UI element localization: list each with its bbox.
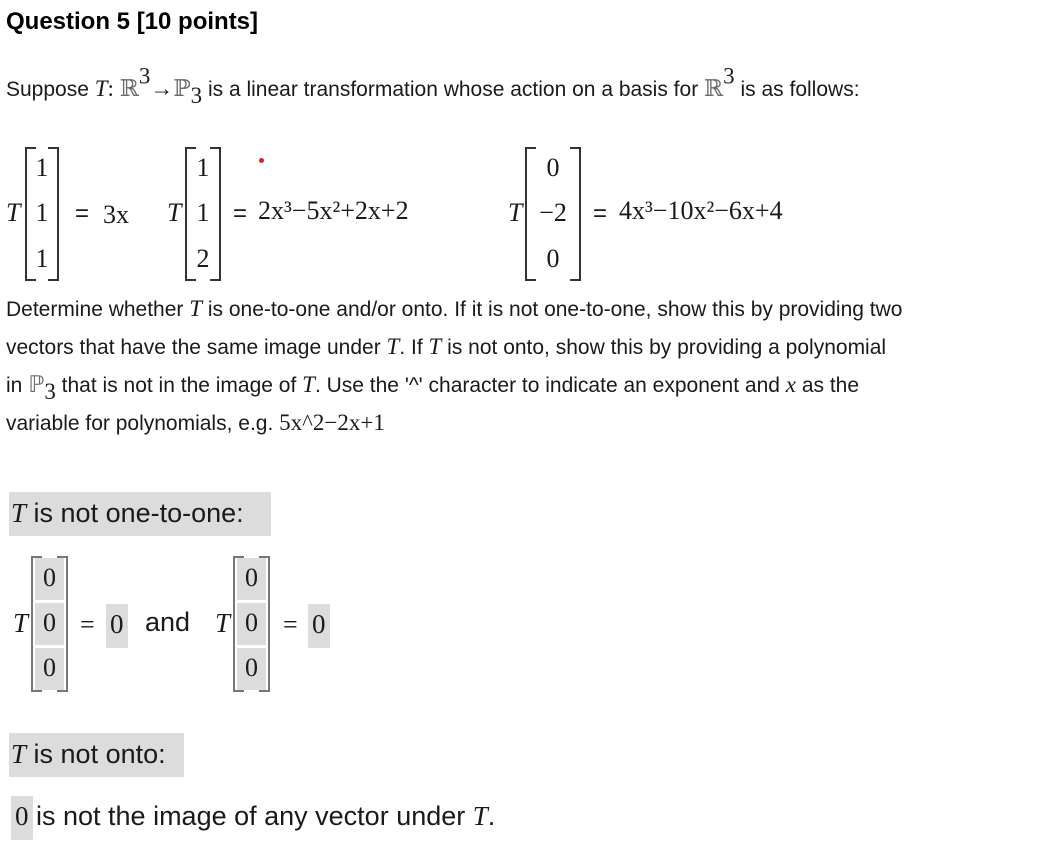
instructions: Determine whether T is one-to-one and/or onto. If it is not one-to-one, show this by providing two vectors that have the same image under T. If T is not onto, show this by providing a polynomial in ℙ$_3$ that is not in the image of T. Use the '^' character to indicate an exponent and x as the variable for polynomials, e.g. 5x^2−2x+1 [6, 296, 903, 435]
math-R: ℝ [119, 76, 139, 101]
basis-1-label: T [6, 198, 21, 227]
example-polynomial: 5x^2−2x+1 [279, 410, 385, 435]
question-intro: Suppose T: ℝ$^3$→ℙ$_3$ is a linear transformation whose action on a basis for ℝ$^3$ is as follows: [6, 63, 860, 108]
basis-2-vector: 1 1 2 [185, 147, 221, 281]
basis-1-image: 3x [103, 200, 129, 229]
onto-polynomial-value: 0 [15, 801, 29, 831]
vector-1-input[interactable] [31, 556, 68, 692]
basis-3-image: 4x³−10x²−6x+4 [619, 196, 783, 225]
vector-2-input[interactable] [233, 556, 270, 692]
vector-1-entry-1[interactable]: 0 [43, 563, 56, 592]
basis-2-image: 2x³−5x²+2x+2 [258, 196, 409, 225]
math-T: T [94, 76, 108, 101]
math-P: ℙ [173, 76, 191, 101]
vector-1-entry-3[interactable]: 0 [43, 653, 56, 682]
and-label: and [145, 607, 191, 637]
marker-dot [259, 158, 264, 163]
vector-2-entry-3[interactable]: 0 [245, 653, 258, 682]
basis-3-label: T [508, 198, 523, 227]
vector-2-entry-2[interactable]: 0 [245, 608, 258, 637]
onto-heading: T is not onto: [9, 733, 184, 777]
vector-1-entry-2[interactable]: 0 [43, 608, 56, 637]
question-title: Question 5 [10 points] [6, 8, 259, 35]
basis-2-label: T [167, 198, 182, 227]
basis-1-vector: 1 1 1 [25, 147, 59, 281]
one-to-one-heading: T is not one-to-one: [9, 492, 271, 536]
basis-3-vector: 0 −2 0 [525, 147, 581, 281]
vector-2-entry-1[interactable]: 0 [245, 563, 258, 592]
